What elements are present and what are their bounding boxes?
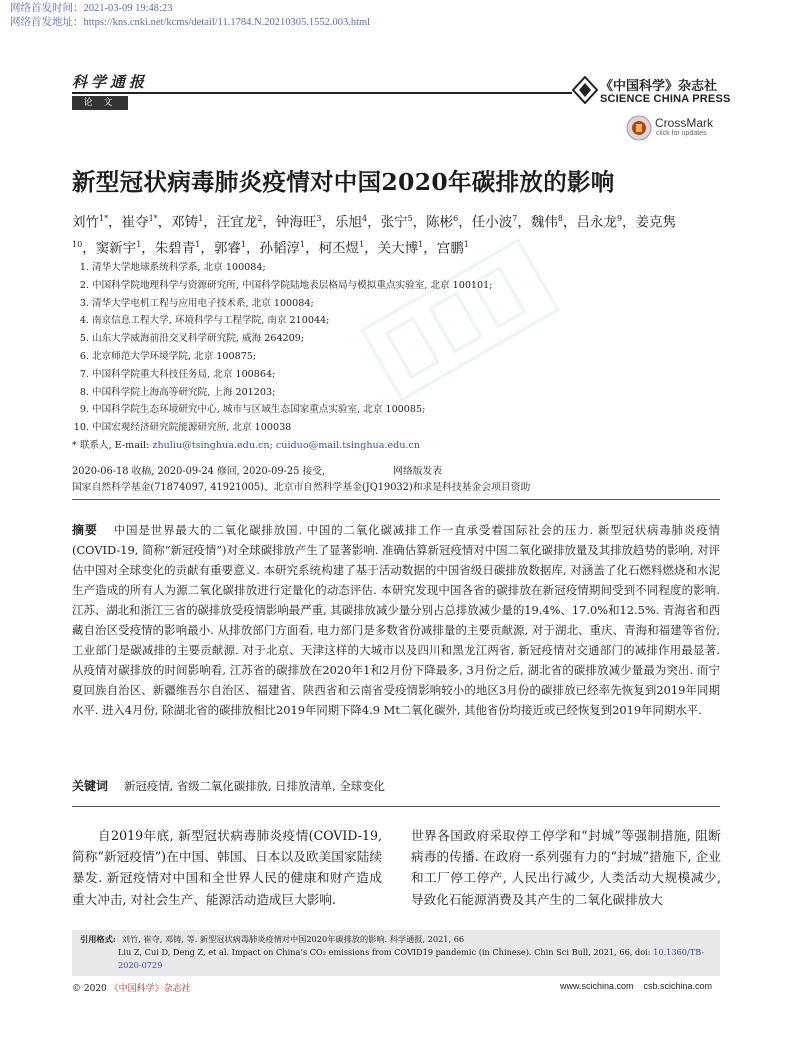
affiliation-number: 1. [79, 262, 89, 273]
author-affiliation-mark: 8 [557, 214, 563, 223]
author-name: 任小波 [471, 214, 513, 231]
affiliation-number: 10. [73, 422, 89, 434]
citation-cn: 刘竹, 崔夺, 邓铸, 等. 新型冠状病毒肺炎疫情对中国2020年碳排放的影响. 科学通报, 2021, 66 [121, 934, 465, 944]
author-affiliation-mark: 3 [316, 214, 322, 223]
header-rule [72, 92, 572, 94]
copyright-text: © 2020 [72, 984, 107, 994]
contact-label: * 联系人, E-mail: [72, 439, 153, 451]
author-name: 刘竹 [72, 214, 99, 231]
affiliation-number: 9. [79, 404, 89, 416]
author-name: 宫鹏 [436, 240, 464, 256]
funding-text: 国家自然科学基金(71874097, 41921005)、北京市自然科学基金(JQ19032)和求是科技基金会项目资助 [72, 482, 531, 493]
affiliation-text: 中国科学院地理科学与资源研究所, 中国科学院陆地表层格局与模拟重点实验室, 北京 100101; [92, 279, 493, 291]
author-affiliation-mark: 1 [198, 214, 204, 223]
author-name: 崔夺 [121, 214, 149, 231]
author-name: 姜克隽 [635, 214, 677, 231]
abstract-label: 摘要 [72, 523, 98, 537]
affiliation-text: 中国科学院生态环境研究中心, 城市与区域生态国家重点实验室, 北京 100085; [92, 404, 426, 416]
affiliation-text: 北京师范大学环境学院, 北京 100875; [92, 350, 257, 362]
author-affiliation-mark: 6 [453, 214, 459, 223]
affiliation-text: 清华大学电机工程与应用电子技术系, 北京 100084; [92, 297, 314, 309]
affiliation-text: 南京信息工程大学, 环境科学与工程学院, 南京 210044; [92, 315, 330, 327]
contact-email[interactable]: zhuliu@tsinghua.edu.cn; cuiduo@mail.tsinghua.edu.cn [152, 439, 421, 451]
author-affiliation-mark: 5 [407, 214, 413, 223]
author-name: 钟海旺 [275, 214, 317, 231]
keywords-label: 关键词 [72, 779, 109, 793]
author-affiliation-mark: 1 [136, 239, 142, 249]
affiliation-text: 山东大学威海前沿交叉科学研究院, 威海 264209; [92, 333, 305, 345]
author-name: 邓铸 [171, 214, 199, 231]
abstract-rule-bottom [72, 806, 720, 807]
citation-en: Liu Z, Cui D, Deng Z, et al. Impact on China’s CO₂ emissions from COVID19 pandemic (in Chinese). Chin Sci Bull, 2021, 66, doi: [118, 947, 651, 957]
author-name: 柯丕煜 [318, 240, 360, 256]
dates-funding [72, 464, 530, 496]
author-name: 张宁 [380, 214, 408, 231]
affiliation-number: 7. [79, 368, 89, 380]
journal-name: 科学通报 [72, 73, 149, 91]
body-column-left: 自2019年底, 新型冠状病毒肺炎疫情(COVID-19, 简称“新冠疫情”)在中国、韩国、日本以及欧美国家陆续暴发. 新冠疫情对中国和全世界人民的健康和财产造成重大冲击, 对社会生产、能源活动造成巨大影响. [72, 828, 382, 907]
publisher-name-cn: 《中国科学》杂志社 [600, 79, 718, 94]
publish-address-link[interactable]: https://kns.cnki.net/kcms/detail/11.1784.N.20210305.1552.003.html [83, 17, 371, 28]
author-affiliation-mark: 9 [616, 214, 623, 223]
author-name: 窦新宇 [95, 240, 137, 256]
author-name: 郭睿 [213, 240, 241, 256]
publisher-logo-icon [572, 76, 598, 104]
watermark [330, 220, 590, 420]
abstract-rule-top [72, 499, 720, 500]
author-name: 陈彬 [426, 214, 454, 231]
author-list: 刘竹$^{1*}$，崔夺$^{1*}$，邓铸$^1$，汪宜龙$^2$，钟海旺$^3$，乐旭$^4$，张宁$^5$，陈彬$^6$，任小波$^7$，魏伟$^8$，吕永龙$^9$，姜克隽$^{10}$，窦新宇$^1$，朱碧青$^1$，郭睿$^1$，孙韬淳$^1$，柯丕煜$^1$，关大博$^1$，宫鹏$^1$ [72, 214, 677, 256]
publication-info [10, 2, 370, 30]
author-name: 朱碧青 [154, 240, 196, 256]
author-affiliation-mark: 1 [359, 239, 365, 249]
affiliation-text: 中国宏观经济研究院能源研究所, 北京 100038 [92, 422, 292, 434]
author-name: 孙韬淳 [259, 240, 300, 256]
affiliation-number: 5. [79, 333, 89, 345]
article-title: 新型冠状病毒肺炎疫情对中国2020年碳排放的影响 [72, 168, 615, 196]
publisher-name-en: SCIENCE CHINA PRESS [600, 93, 731, 105]
author-affiliation-mark: 1 [195, 239, 201, 249]
publish-time-value: 2021-03-09 19:48:23 [83, 3, 173, 14]
author-name: 魏伟 [530, 214, 558, 231]
author-affiliation-mark: 1 [418, 239, 424, 249]
footer-copyright [72, 981, 191, 994]
affiliation-text: 清华大学地球系统科学系, 北京 100084; [92, 262, 266, 273]
keywords [72, 777, 720, 794]
author-affiliation-mark: 1 [240, 239, 246, 249]
affiliation-text: 中国科学院上海高等研究院, 上海 201203; [92, 386, 276, 398]
author-affiliation-mark: 1 [463, 239, 469, 249]
author-name: 汪宜龙 [216, 214, 258, 231]
affiliation-number: 4. [79, 315, 89, 327]
footer-sites[interactable]: www.scichina.com csb.scichina.com [560, 981, 713, 991]
affiliation-number: 6. [79, 350, 89, 362]
dates-text: 2020-06-18 收稿, 2020-09-24 修回, 2020-09-25 接受, [72, 466, 326, 477]
footer-brand: 《中国科学》杂志社 [109, 984, 191, 994]
author-name: 吕永龙 [576, 214, 617, 231]
affiliation-number: 2. [79, 279, 89, 291]
author-name: 关大博 [377, 240, 419, 256]
affiliation-text: 中国科学院重大科技任务局, 北京 100864; [92, 368, 276, 380]
crossmark-label[interactable]: CrossMark [655, 116, 714, 130]
abstract-text: 中国是世界最大的二氧化碳排放国. 中国的二氧化碳减排工作一直承受着国际社会的压力. 新型冠状病毒肺炎疫情(COVID-19, 简称“新冠疫情”)对全球碳排放产生了显著影响. 准确估算新冠疫情对中国二氧化碳排放量及其排放趋势的影响, 对评估中国对全球变化的贡献有重要意义. 本研究系统构建了基于活动数据的中国省级日碳排放数据库, 对涵盖了化石燃料燃烧和水泥生产造成的所有人为源二氧化碳排放进行定量化的动态评估. 本研究发现中国各省的碳排放在新冠疫情期间受到不同程度的影响. 江苏、湖北和浙江三省的碳排放受疫情影响最严重, 其碳排放减少量分别占总排放减少量的19.4%、17.0%和12.5%. 青海省和西藏自治区受疫情的影响最小. 从排放部门方面看, 电力部门是多数省份减排量的主要贡献源, 对于湖北、重庆、青海和福建等省份, 工业部门是碳减排的主要贡献源. 对于北京、天津这样的大城市以及四川和黑龙江两省, 新冠疫情对交通部门的减排作用最显著. 从疫情对碳排放的时间影响看, 江苏省的碳排放在2020年1和2月份下降最多, 3月份之后, 湖北省的碳排放减少量最为突出. 而宁夏回族自治区、新疆维吾尔自治区、福建省、陕西省和云南省受疫情影响较小的地区3月份的碳排放已经率先恢复到2019年同期水平. 进入4月份, 除湖北省的碳排放相比2019年同期下降4.9 Mt二氧化碳外, 其他省份均接近或已经恢复到2019年同期水平. [72, 523, 720, 717]
author-affiliation-mark: 1* [148, 214, 158, 223]
body-column-right: 世界各国政府采取停工停学和“封城”等强制措施, 阻断病毒的传播. 在政府一系列强有力的“封城”措施下, 企业和工厂停工停产, 人民出行减少, 人类活动大规模减少, 导致化石能源消费及其产生的二氧化碳排放大 [411, 828, 721, 907]
author-affiliation-mark: 7 [512, 214, 518, 223]
affiliation-item [72, 419, 712, 437]
affiliation-number: 8. [79, 386, 89, 398]
crossmark-sub-label: click for updates [656, 130, 707, 137]
citation-label: 引用格式: [80, 934, 116, 944]
citation-text [80, 933, 710, 972]
author-affiliation-mark: 1* [99, 214, 109, 223]
publish-address-label: 网络首发地址： [10, 17, 84, 28]
online-publish-label: 网络版发表 [393, 466, 443, 477]
author-affiliation-mark: 1 [299, 239, 306, 249]
crossmark-icon[interactable] [626, 115, 652, 141]
citation-doi[interactable]: 10.1360/TB-2020-0729 [118, 947, 705, 970]
author-affiliation-mark: 2 [257, 214, 263, 223]
abstract [72, 520, 720, 720]
author-affiliation-mark: 4 [361, 214, 368, 223]
section-tag: 论 文 [72, 96, 128, 110]
affiliation-number: 3. [79, 297, 89, 309]
author-affiliation-mark: 10 [72, 239, 83, 249]
keywords-text: 新冠疫情, 省级二氧化碳排放, 日排放清单, 全球变化 [124, 779, 385, 793]
author-name: 乐旭 [334, 214, 362, 231]
publish-time-label: 网络首发时间： [10, 3, 84, 14]
